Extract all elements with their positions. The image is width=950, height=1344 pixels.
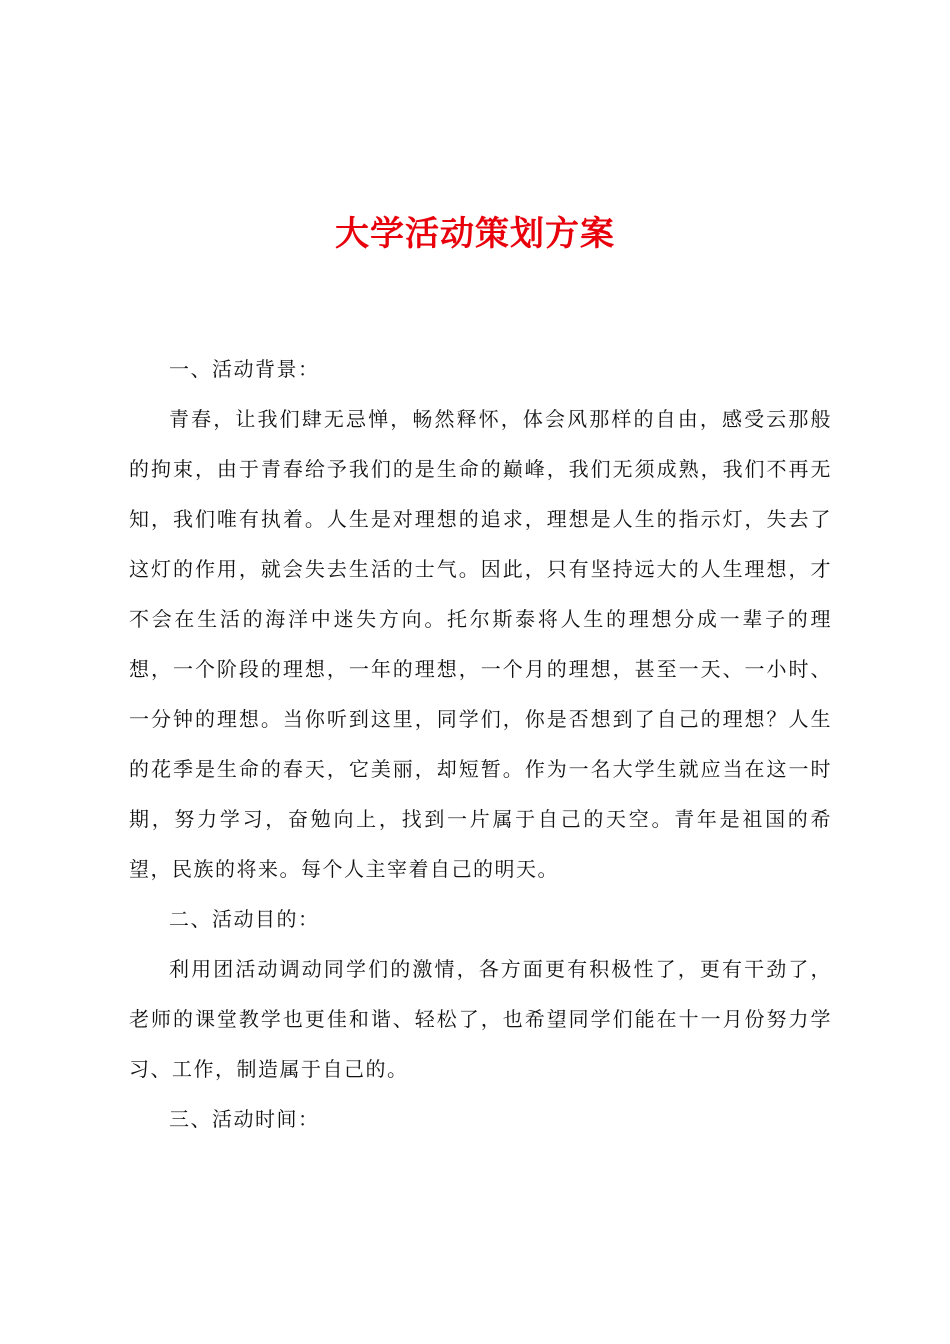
section-paragraph-purpose: 利用团活动调动同学们的激情，各方面更有积极性了，更有干劲了，老师的课堂教学也更佳和谐、轻松了，也希望同学们能在十一月份努力学习、工作，制造属于自己的。	[129, 957, 832, 1081]
document-title: 大学活动策划方案	[335, 214, 615, 254]
section-heading-purpose: 二、活动目的：	[169, 907, 320, 931]
section-paragraph-background: 青春，让我们肆无忌惮，畅然释怀，体会风那样的自由，感受云那般的拘束，由于青春给予我们的是生命的巅峰，我们无须成熟，我们不再无知，我们唯有执着。人生是对理想的追求，理想是人生的指示灯，失去了这灯的作用，就会失去生活的士气。因此，只有坚持远大的人生理想，才不会在生活的海洋中迷失方向。托尔斯泰将人生的理想分成一辈子的理想，一个阶段的理想，一年的理想，一个月的理想，甚至一天、一小时、一分钟的理想。当你听到这里，同学们，你是否想到了自己的理想？人生的花季是生命的春天，它美丽，却短暂。作为一名大学生就应当在这一时期，努力学习，奋勉向上，找到一片属于自己的天空。青年是祖国的希望，民族的将来。每个人主宰着自己的明天。	[129, 407, 832, 881]
section-heading-background: 一、活动背景：	[169, 357, 320, 381]
document-body	[129, 344, 832, 1144]
section-heading-time: 三、活动时间：	[169, 1107, 320, 1131]
